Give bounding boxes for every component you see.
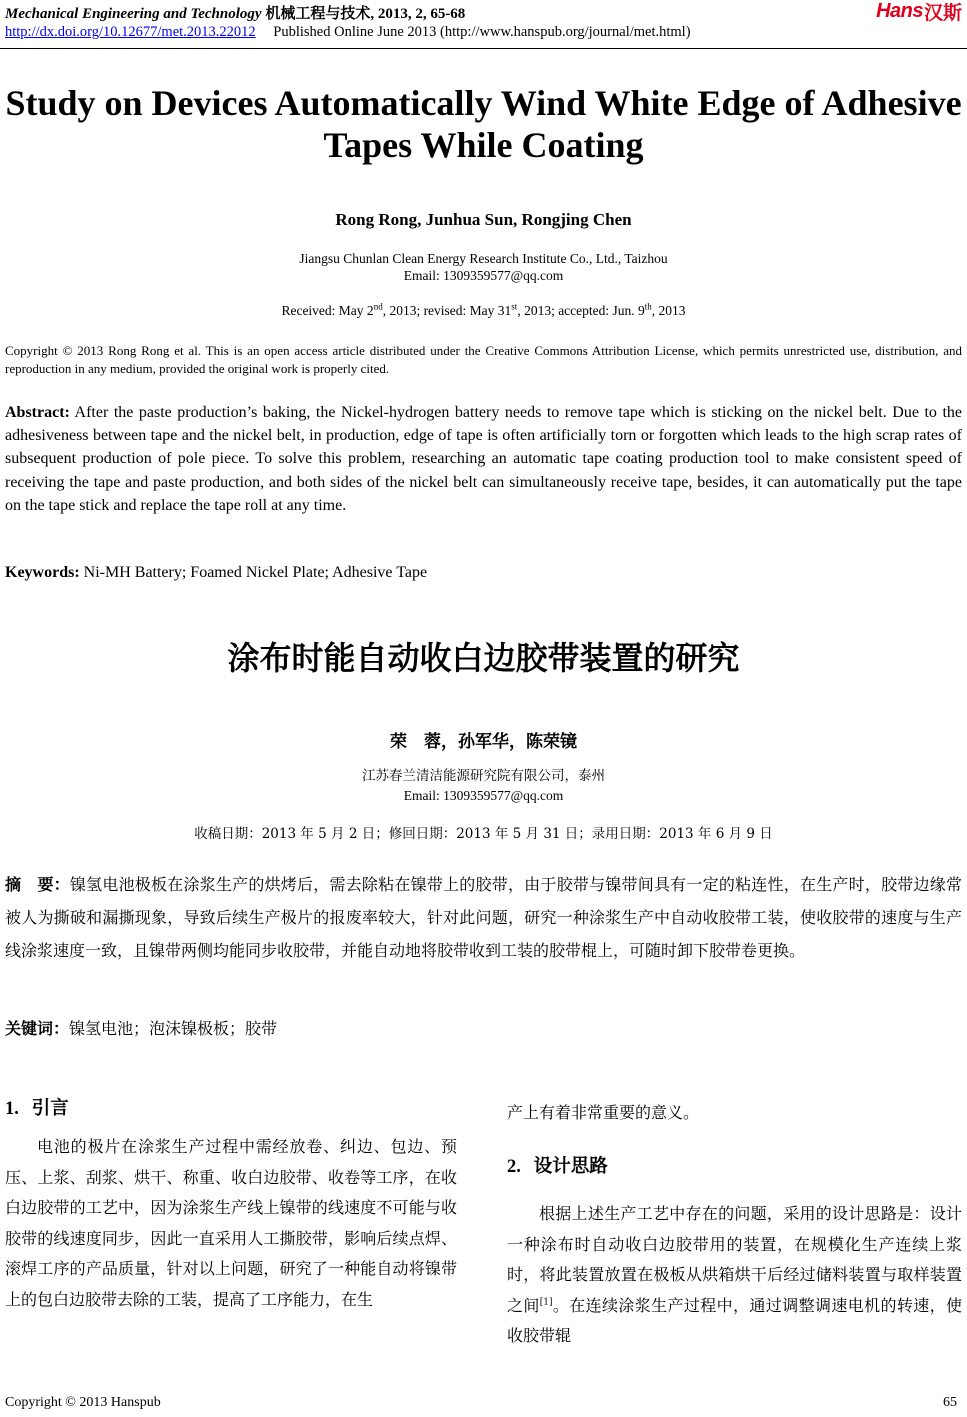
section-1-title: 引言 bbox=[31, 1098, 69, 1119]
doi-line bbox=[5, 24, 691, 41]
paper-title-en bbox=[0, 82, 967, 166]
revised-text: , 2013; revised: May 31 bbox=[382, 303, 512, 318]
authors-cn: 荣 蓉，孙军华，陈荣镜 bbox=[390, 732, 577, 752]
section-2-body bbox=[507, 1199, 962, 1352]
received-dates-cn: 收稿日期：2013 年 5 月 2 日；修回日期：2013 年 5 月 31 日；录用日期：2013 年 6 月 9 日 bbox=[194, 826, 773, 842]
abstract-cn-label: 摘 要： bbox=[5, 875, 70, 894]
section-2-heading bbox=[507, 1152, 608, 1178]
email-cn: Email: 1309359577@qq.com bbox=[403, 788, 564, 803]
affiliation-block-cn bbox=[0, 766, 967, 806]
received-dates-en bbox=[0, 303, 967, 319]
logo-latin: Hans bbox=[876, 0, 923, 22]
revised-sup: st bbox=[511, 301, 518, 312]
section-1-continued: 产上有着非常重要的意义。 bbox=[507, 1103, 700, 1122]
keywords-cn-text: 镍氢电池；泡沫镍极板；胶带 bbox=[69, 1019, 278, 1038]
section-2-number: 2. bbox=[507, 1157, 521, 1177]
doi-link[interactable]: http://dx.doi.org/10.12677/met.2013.22012 bbox=[5, 24, 256, 40]
hans-logo bbox=[876, 0, 962, 22]
section-2-text-b: 。在连续涂浆生产过程中，通过调整调速电机的转速，使收胶带辊 bbox=[507, 1295, 962, 1346]
affiliation-en: Jiangsu Chunlan Clean Energy Research Institute Co., Ltd., Taizhou bbox=[299, 251, 668, 266]
paper-title-cn: 涂布时能自动收白边胶带装置的研究 bbox=[227, 639, 740, 677]
title-line-1: Study on Devices Automatically Wind White Edge of Adhesive bbox=[5, 83, 962, 123]
footer-copyright: Copyright © 2013 Hanspub bbox=[5, 1395, 161, 1410]
copyright-notice: Copyright © 2013 Rong Rong et al. This is an open access article distributed under the Creative Commons Attribution License, which permits unrestricted use, distribution, and reproduction in any medium, provided the original work is properly cited. bbox=[5, 343, 962, 376]
year-text: , 2013 bbox=[651, 303, 686, 318]
logo-cjk: 汉斯 bbox=[923, 1, 962, 24]
journal-name-en: Mechanical Engineering and Technology bbox=[5, 6, 262, 22]
abstract-label: Abstract: bbox=[5, 404, 70, 421]
section-1-number: 1. bbox=[5, 1099, 19, 1119]
affiliation-cn: 江苏春兰清洁能源研究院有限公司，泰州 bbox=[362, 768, 605, 784]
published-online: Published Online June 2013 (http://www.hanspub.org/journal/met.html) bbox=[273, 24, 691, 40]
keywords-cn bbox=[5, 1016, 277, 1039]
accepted-sup: th bbox=[644, 301, 652, 312]
email-en: Email: 1309359577@qq.com bbox=[403, 268, 564, 283]
abstract-cn bbox=[5, 868, 962, 967]
journal-info-cn: 机械工程与技术, 2013, 2, 65-68 bbox=[265, 6, 466, 22]
accepted-text: , 2013; accepted: Jun. 9 bbox=[517, 303, 645, 318]
journal-header bbox=[5, 2, 465, 23]
section-2-title: 设计思路 bbox=[533, 1156, 608, 1177]
abstract-cn-text: 镍氢电池极板在涂浆生产的烘烤后，需去除粘在镍带上的胶带，由于胶带与镍带间具有一定的粘连性，在生产时，胶带边缘常被人为撕破和漏撕现象，导致后续生产极片的报废率较大，针对此问题，研究一种涂浆生产中自动收胶带工装，使收胶带的速度与生产线涂浆速度一致，且镍带两侧均能同步收胶带，并能自动地将胶带收到工装的胶带棍上，可随时卸下胶带卷更换。 bbox=[5, 875, 962, 960]
section-1-heading bbox=[5, 1094, 69, 1120]
section-1-body: 电池的极片在涂浆生产过程中需经放卷、纠边、包边、预压、上浆、刮浆、烘干、称重、收白边胶带、收卷等工序，在收白边胶带的工艺中，因为涂浆生产线上镍带的线速度不可能与收胶带的线速度同步，因此一直采用人工撕胶带，影响后续点焊、滚焊工序的产品质量，针对以上问题，研究了一种能自动将镍带上的包白边胶带去除的工装，提高了工序能力，在生 bbox=[5, 1137, 457, 1309]
section-2-text-a: 根据上述生产工艺中存在的问题，采用的设计思路是：设计一种涂布时自动收白边胶带用的装置，在规模化生产连续上浆时，将此装置放置在极板从烘箱烘干后经过储料装置与取样装置之间 bbox=[507, 1204, 962, 1315]
citation-ref[interactable]: [1] bbox=[539, 1297, 553, 1308]
page-number: 65 bbox=[943, 1395, 957, 1410]
abstract-en bbox=[5, 401, 962, 517]
title-line-2: Tapes While Coating bbox=[323, 125, 644, 165]
keywords-text: Ni-MH Battery; Foamed Nickel Plate; Adhesive Tape bbox=[79, 564, 428, 581]
keywords-en bbox=[5, 564, 427, 582]
received-text: Received: May 2 bbox=[281, 303, 374, 318]
header-rule bbox=[0, 48, 967, 49]
keywords-label: Keywords: bbox=[5, 564, 80, 581]
affiliation-block-en bbox=[0, 250, 967, 284]
abstract-text: After the paste production’s baking, the Nickel-hydrogen battery needs to remove tape which is sticking on the nickel belt. Due to the adhesiveness between tape and the nickel belt, in production, edge of tape is often artificially torn or forgotten which leads to the high scrap rates of subsequent production of pole piece. To solve this problem, researching an automatic tape coating production tool to make consistent speed of receiving the tape and paste production, and both sides of the nickel belt can simultaneously receive tape, besides, it can automatically put the tape on the tape stick and replace the tape roll at any time. bbox=[5, 404, 962, 514]
authors-en: Rong Rong, Junhua Sun, Rongjing Chen bbox=[335, 210, 632, 229]
keywords-cn-label: 关键词： bbox=[5, 1019, 70, 1038]
received-sup: nd bbox=[373, 301, 383, 312]
